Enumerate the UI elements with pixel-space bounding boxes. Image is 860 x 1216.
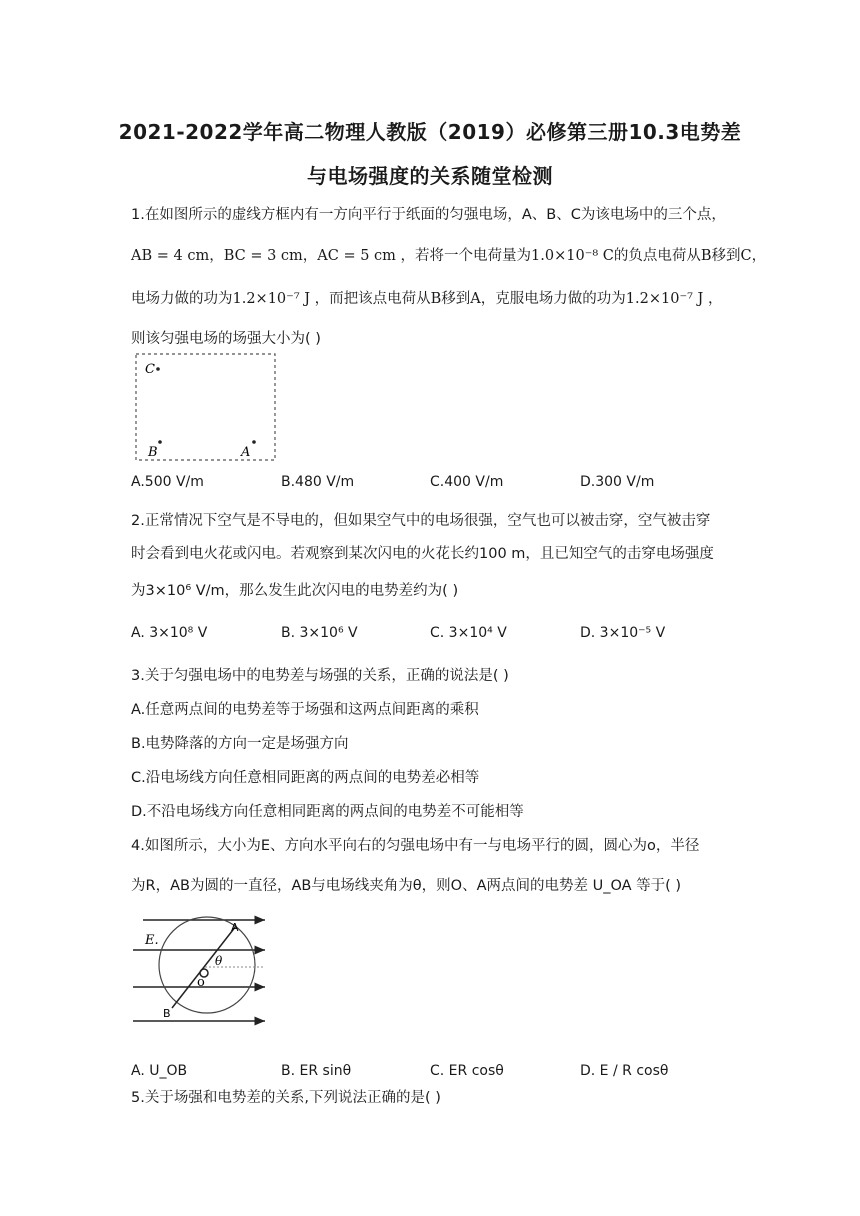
q1-option-b[interactable]: B.480 V/m xyxy=(281,474,355,490)
q4-option-b[interactable]: B. ER sinθ xyxy=(281,1063,352,1079)
q2-line-3: 为3×10⁶ V/m，那么发生此次闪电的电势差约为( ) xyxy=(131,583,459,599)
q1-option-a[interactable]: A.500 V/m xyxy=(131,474,204,490)
q4-figure xyxy=(133,910,278,1025)
q1-line-1: 1.在如图所示的虚线方框内有一方向平行于纸面的匀强电场，A、B、C为该电场中的三个点， xyxy=(131,207,726,223)
q4-option-c[interactable]: C. ER cosθ xyxy=(430,1063,504,1079)
q1-line-4: 则该匀强电场的场强大小为( ) xyxy=(131,331,321,347)
point-b xyxy=(158,440,162,444)
label-theta: θ xyxy=(215,954,223,968)
circle xyxy=(159,917,255,1013)
point-a xyxy=(252,440,256,444)
q4-line-2: 为R，AB为圆的一直径，AB与电场线夹角为θ，则O、A两点间的电势差 U_OA 等于( ) xyxy=(131,878,682,894)
q2-option-c[interactable]: C. 3×10⁴ V xyxy=(430,625,507,641)
label-b: B xyxy=(148,445,158,460)
q2-option-b[interactable]: B. 3×10⁶ V xyxy=(281,625,358,641)
q4-option-a[interactable]: A. U_OB xyxy=(131,1063,188,1079)
q3-option-c[interactable]: C.沿电场线方向任意相同距离的两点间的电势差必相等 xyxy=(131,770,480,786)
page-title-line-2: 与电场强度的关系随堂检测 xyxy=(307,164,553,188)
label-a: A xyxy=(241,445,251,460)
q2-line-2: 时会看到电火花或闪电。若观察到某次闪电的火花长约100 m，且已知空气的击穿电场强度 xyxy=(131,546,714,562)
page-title-line-1: 2021-2022学年高二物理人教版（2019）必修第三册10.3电势差 xyxy=(118,120,742,144)
q1-option-c[interactable]: C.400 V/m xyxy=(430,474,504,490)
q3-stem: 3.关于匀强电场中的电势差与场强的关系，正确的说法是( ) xyxy=(131,668,509,684)
label-o: o xyxy=(197,975,205,990)
q5-stem: 5.关于场强和电势差的关系,下列说法正确的是( ) xyxy=(131,1090,441,1106)
label-b: B xyxy=(163,1007,171,1020)
q2-option-a[interactable]: A. 3×10⁸ V xyxy=(131,625,208,641)
q1-line-3: 电场力做的功为1.2×10⁻⁷ J ，而把该点电荷从B移到A，克服电场力做的功为1.2×10⁻⁷ J ， xyxy=(131,291,723,307)
label-a: A xyxy=(231,921,239,934)
point-c xyxy=(156,367,160,371)
q3-option-b[interactable]: B.电势降落的方向一定是场强方向 xyxy=(131,736,349,752)
q1-option-d[interactable]: D.300 V/m xyxy=(580,474,655,490)
q3-option-d[interactable]: D.不沿电场线方向任意相同距离的两点间的电势差不可能相等 xyxy=(131,804,524,820)
q2-line-1: 2.正常情况下空气是不导电的，但如果空气中的电场很强，空气也可以被击穿，空气被击穿 xyxy=(131,513,711,529)
label-e: E. xyxy=(145,933,159,948)
q4-line-1: 4.如图所示，大小为E、方向水平向右的匀强电场中有一与电场平行的圆，圆心为o，半径 xyxy=(131,838,700,854)
q1-figure xyxy=(135,353,277,463)
q1-line-2: AB = 4 cm，BC = 3 cm，AC = 5 cm ，若将一个电荷量为1.0×10⁻⁸ C的负点电荷从B移到C， xyxy=(131,248,767,264)
q4-option-d[interactable]: D. E / R cosθ xyxy=(580,1063,669,1079)
label-c: C xyxy=(145,362,155,377)
q3-option-a[interactable]: A.任意两点间的电势差等于场强和这两点间距离的乘积 xyxy=(131,702,479,718)
q2-option-d[interactable]: D. 3×10⁻⁵ V xyxy=(580,625,666,641)
